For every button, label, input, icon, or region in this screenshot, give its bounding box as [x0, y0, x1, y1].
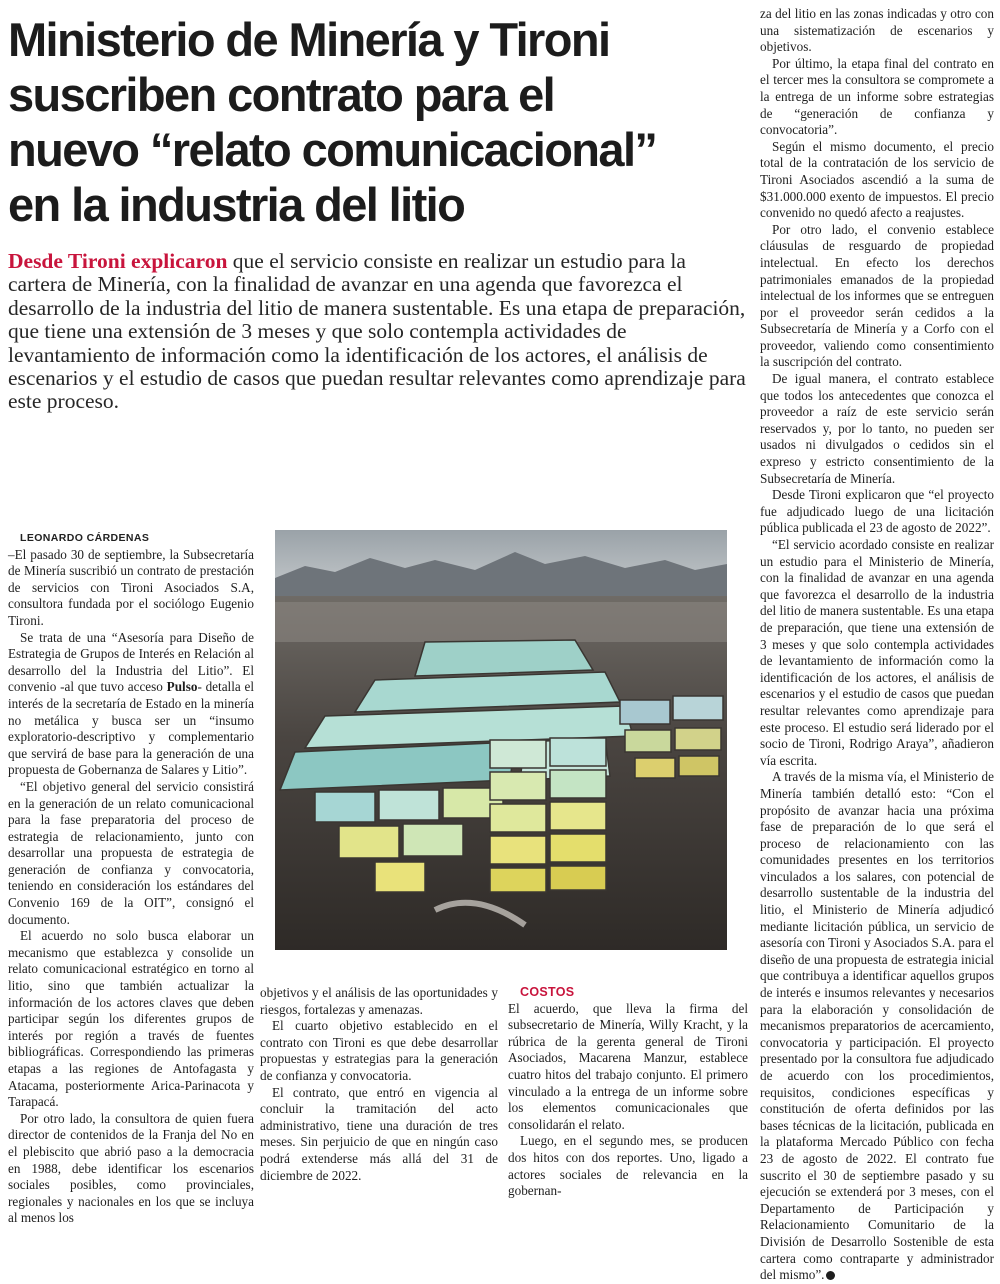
paragraph: za del litio en las zonas indicadas y otro con una sistematización de escenarios y objetivos.	[760, 6, 994, 55]
paragraph: –El pasado 30 de septiembre, la Subsecretaría de Minería suscribió un contrato de prestación de servicios con Tironi Asociados S.A, consultora fundada por el sociólogo Eugenio Tironi.	[8, 546, 254, 628]
paragraph: Por otro lado, el convenio establece cláusulas de resguardo de propiedad intelectual. En efecto los derechos patrimoniales emanados de la propiedad intelectual de los informes que se entreguen por el proveedor serán cedidos a la Subsecretaría de Minería y a Corfo con el proveedor, valiendo como consentimiento la suscripción del contrato.	[760, 221, 994, 370]
lead-text: que el servicio consiste en realizar un estudio para la cartera de Minería, con la finalidad de avanzar en una agenda que favorezca el desarrollo de la industria del litio de manera sustentable. Es una etapa de preparación, que tiene una extensión de 3 meses y que solo contempla actividades de levantamiento de información como la identificación de los actores, el análisis de escenarios y el estudio de casos que puedan resultar relevantes como aprendizaje para este proceso.	[8, 249, 746, 414]
byline: LEONARDO CÁRDENAS	[20, 532, 150, 544]
headline	[8, 12, 748, 232]
lithium-evaporation-ponds-photo	[275, 530, 727, 950]
paragraph: “El objetivo general del servicio consistirá en la generación de un relato comunicacional para la fase preparatoria del proceso de estrategia de relacionamiento, junto con desarrollar una propuesta de estrategia de generación de confianza y convocatoria, teniendo en consideración los estándares del Convenio 169 de la OIT”, consignó el documento.	[8, 778, 254, 927]
haze	[275, 602, 727, 642]
paragraph-text: Se trata de una “Asesoría para Diseño de Estrategia de Grupos de Interés en Relación al desarrollo del la Industria del Litio”. El convenio -al que tuvo acceso	[8, 629, 254, 695]
paragraph: De igual manera, el contrato establece que todos los antecedentes que conozca el proveedor a raíz de este servicio serán reservados y, por lo tanto, no pueden ser usados ni divulgados o cedidos sin el expreso y estricto consentimiento de la Subsecretaría de Minería.	[760, 371, 994, 486]
publication-name: Pulso	[166, 679, 198, 695]
paragraph: Desde Tironi explicaron que “el proyecto fue adjudicado luego de una licitación pública publicada el 23 de agosto de 2022”.	[760, 487, 994, 536]
paragraph: Por último, la etapa final del contrato en el tercer mes la consultora se compromete a la entrega de un informe sobre estrategias de “generación de confianza y convocatoria”.	[760, 55, 994, 138]
headline-line: Ministerio de Minería y Tironi	[8, 13, 610, 66]
paragraph	[8, 630, 254, 779]
paragraph: El cuarto objetivo establecido en el contrato con Tironi es que debe desarrollar propuestas y estrategias para la generación de confianza y convocatoria.	[260, 1018, 498, 1083]
article-column-2	[260, 985, 498, 1184]
article-column-4	[760, 6, 994, 1284]
photo-illustration	[275, 530, 727, 950]
paragraph: Luego, en el segundo mes, se producen dos hitos con dos reportes. Uno, ligado a actores sociales de relevancia en la gobernan-	[508, 1133, 748, 1199]
paragraph: objetivos y el análisis de las oportunidades y riesgos, fortalezas y amenazas.	[260, 985, 498, 1017]
lead-kicker: Desde Tironi explicaron	[8, 249, 228, 273]
section-subhead: COSTOS	[520, 985, 575, 999]
paragraph: “El servicio acordado consiste en realizar un estudio para el Ministerio de Minería, con la finalidad de avanzar en una agenda que favorezca el desarrollo de la industria del litio de manera sustentable. Es una etapa de preparación, que tiene una extensión de 3 meses y que solo contempla actividades de levantamiento de información como la identificación de los actores, el análisis de escenarios y el estudio de casos que puedan resultar relevantes como aprendizaje para este proceso. El estudio será liderado por el socio de Tironi, Rodrigo Araya”, añadieron vía escrita.	[760, 537, 994, 768]
paragraph: El contrato, que entró en vigencia al concluir la tramitación del acto administrativo, tiene una duración de tres meses. Sin perjuicio de que en ningún caso podrá extenderse más allá del 31 de diciembre de 2022.	[260, 1084, 498, 1183]
headline-line: suscriben contrato para el	[8, 68, 555, 121]
article-column-1	[8, 530, 254, 1227]
paragraph-text: A través de la misma vía, el Ministerio de Minería también detalló esto: “Con el propósito de avanzar hacia una próxima fase de preparación de lo que será el proceso de relacionamiento con las comunidades presentes en los territorios vinculados a los salares, con potencial de desarrollo sustentable de la industria del litio, el Ministerio de Minería adjudicó mediante licitación pública, un servicio de asesoría con Tironi y Asociados S.A. para el diseño de una propuesta de estrategia inicial que contribuya a identificar aquellos grupos de interés e insumos relevantes y necesarios para la elaboración y consolidación de mecanismos preparatorios de acercamiento, convocatoria y participación. El proyecto presentado por la consultora fue adjudicado de acuerdo con los procedimientos, requisitos, condiciones específicas y constitución de oferta definidos por las bases técnicas de la licitación, publicada en la plataforma Mercado Público con fecha 23 de agosto de 2022. El contrato fue suscrito el 30 de septiembre pasado y su ejecución se extenderá por 3 meses, con el Departamento de Participación y Relacionamiento Comunitario de la División de Desarrollo Sostenible de esta cartera como contraparte y administrador del mismo”.	[760, 769, 994, 1283]
headline-line: en la industria del litio	[8, 178, 465, 231]
article-column-3	[508, 984, 748, 1200]
paragraph: Según el mismo documento, el precio total de la contratación de los servicio de Tironi Asociados ascendió a la suma de $31.000.000 exento de impuestos. El precio convenido no quedó afecto a reajustes.	[760, 138, 994, 221]
paragraph: El acuerdo, que lleva la firma del subsecretario de Minería, Willy Kracht, y la rúbrica de la gerenta general de Tironi Asociados, Macarena Manzur, establece cuatro hitos del trabajo conjunto. El primero vinculado a la entrega de un informe sobre los elementos comunicacionales que consolidarán el relato.	[508, 1000, 748, 1132]
paragraph	[760, 769, 994, 1283]
paragraph: El acuerdo no solo busca elaborar un mecanismo que establezca y consolide un relato comunicacional estratégico en torno al litio, sino que también actualizar la información de los actores claves que deben participar según los diferentes grupos de interés por región a través de fuentes bibliográficas. Correspondiendo las primeras etapas a las regiones de Antofagasta y Atacama, posteriormente Arica-Parinacota y Tarapacá.	[8, 928, 254, 1110]
headline-line: nuevo “relato comunicacional”	[8, 123, 657, 176]
paragraph: Por otro lado, la consultora de quien fuera director de contenidos de la Franja del No en el plebiscito que abrió paso a la democracia en 1988, debe identificar los escenarios sociales posibles, como provinciales, regionales y nacionales en los que se incluya al menos los	[8, 1110, 254, 1226]
paragraph-text: - detalla el interés de la secretaría de Estado en la minería no metálica y busca ser un “insumo exploratorio-descriptivo y complementario que servirá de base para la generación de una propuesta de Gobernanza de Salares y Litio”.	[8, 679, 255, 778]
end-of-article-icon	[826, 1271, 835, 1280]
lead-paragraph	[8, 250, 748, 414]
